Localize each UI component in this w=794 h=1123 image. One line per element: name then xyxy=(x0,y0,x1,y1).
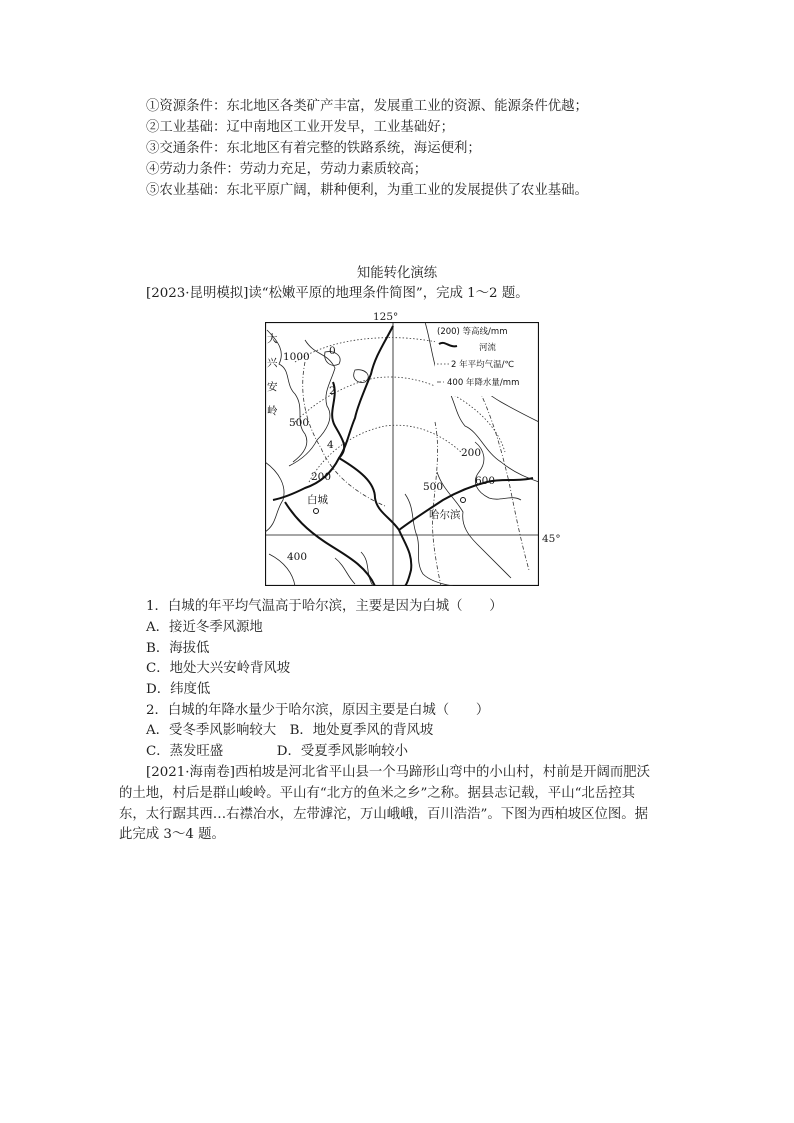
mountain-char-1: 大 xyxy=(267,333,278,345)
q1-option-a: A．接近冬季风源地 xyxy=(146,620,263,635)
intro-point-2: ②工业基础：辽中南地区工业开发早，工业基础好； xyxy=(146,120,454,135)
question-intro: [2023·昆明模拟]读“松嫩平原的地理条件简图”，完成 1～2 题。 xyxy=(146,286,529,301)
contour-label-500-west: 500 xyxy=(289,417,310,429)
longitude-label: 125° xyxy=(373,311,399,323)
q2-options-row-2: C．蒸发旺盛 D．受夏季风影响较小 xyxy=(146,744,409,759)
intro-point-5: ⑤农业基础：东北平原广阔，耕种便利，为重工业的发展提供了农业基础。 xyxy=(146,183,588,198)
map-legend xyxy=(435,324,537,396)
isotherm-label-2: 2 xyxy=(329,385,336,397)
q2-options-row-1: A．受冬季风影响较大 B．地处夏季风的背风坡 xyxy=(146,723,434,738)
section-title: 知能转化演练 xyxy=(356,266,438,281)
mountain-char-4: 岭 xyxy=(267,405,278,417)
q3-4-paragraph-line-2: 的土地，村后是群山峻岭。平山有“北方的鱼米之乡”之称。据县志记载，平山“北岳控其 xyxy=(119,786,635,801)
isotherm-label-4: 4 xyxy=(327,439,334,451)
q1-option-d: D．纬度低 xyxy=(146,682,211,697)
mountain-char-3: 安 xyxy=(267,381,278,393)
isohyet-label-600: 600 xyxy=(475,475,496,487)
contour-label-1000: 1000 xyxy=(283,351,310,363)
harbin-city-marker xyxy=(461,498,466,503)
q3-4-paragraph-line-4: 此完成 3～4 题。 xyxy=(119,827,225,842)
isohyet-label-400: 400 xyxy=(287,551,308,563)
baicheng-city-marker xyxy=(314,509,319,514)
harbin-label: 哈尔滨 xyxy=(429,509,461,521)
isohyet-label-500: 500 xyxy=(423,481,444,493)
legend-river: 河流 xyxy=(479,343,497,353)
mountain-char-2: 兴 xyxy=(267,357,278,369)
q3-4-paragraph-line-3: 东，太行踞其西…右襟冶水，左带滹沱，万山峨峨，百川浩浩”。下图为西柏坡区位图。据 xyxy=(119,807,649,822)
baicheng-label: 白城 xyxy=(307,494,328,506)
latitude-label: 45° xyxy=(542,533,561,545)
intro-point-3: ③交通条件：东北地区有着完整的铁路系统，海运便利； xyxy=(146,141,481,156)
contour-label-200-west: 200 xyxy=(311,471,332,483)
legend-isotherm: 2 年平均气温/℃ xyxy=(451,360,515,370)
q1-option-c: C．地处大兴安岭背风坡 xyxy=(146,661,291,676)
q3-4-paragraph-line-1: [2021·海南卷]西柏坡是河北省平山县一个马蹄形山弯中的小山村，村前是开阔而肥沃 xyxy=(146,765,651,780)
songnen-plain-map xyxy=(265,322,539,586)
isohyet-label-200-east: 200 xyxy=(461,447,482,459)
intro-point-1: ①资源条件：东北地区各类矿产丰富，发展重工业的资源、能源条件优越； xyxy=(146,99,588,114)
legend-contour: (200) 等高线/mm xyxy=(437,327,508,337)
q2-stem: 2．白城的年降水量少于哈尔滨，原因主要是白城（ ） xyxy=(146,703,490,718)
q1-stem: 1．白城的年平均气温高于哈尔滨，主要是因为白城（ ） xyxy=(146,599,503,614)
intro-point-4: ④劳动力条件：劳动力充足，劳动力素质较高； xyxy=(146,162,428,177)
legend-isohyet: 400 年降水量/mm xyxy=(447,378,520,388)
q1-option-b: B．海拔低 xyxy=(146,641,210,656)
isotherm-label-0: 0 xyxy=(329,345,336,357)
